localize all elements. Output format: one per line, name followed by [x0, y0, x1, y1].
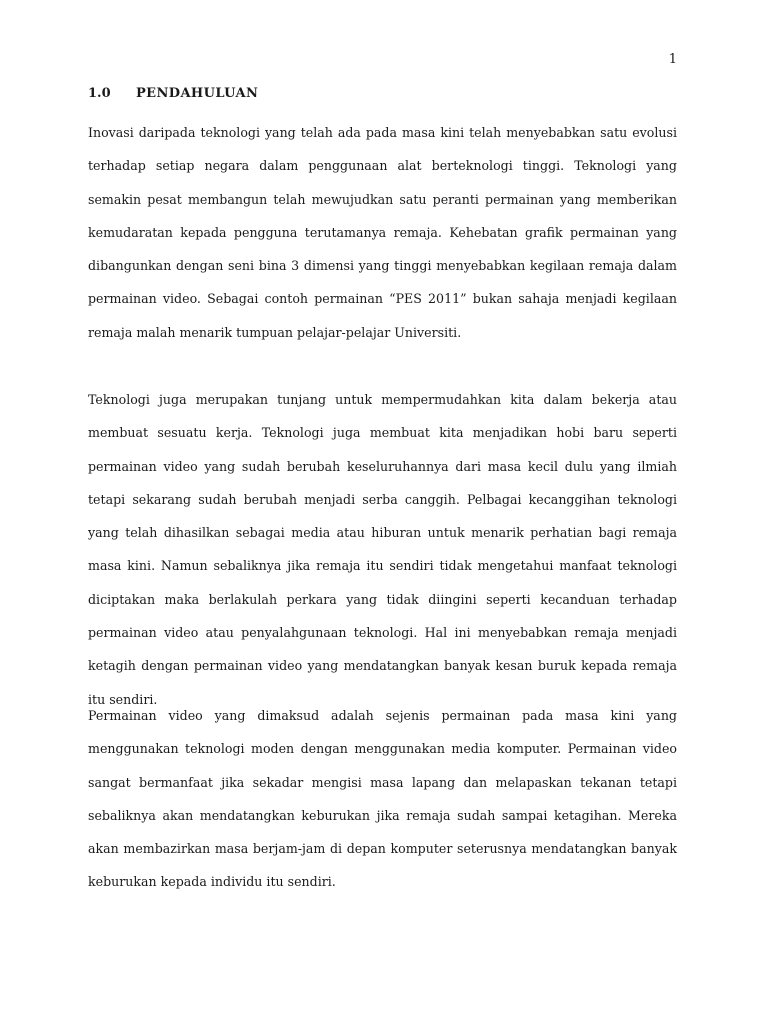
section-number: 1.0: [88, 86, 111, 101]
section-heading: [88, 85, 258, 103]
section-title: PENDAHULUAN: [136, 86, 259, 101]
paragraph-video-games: Permainan video yang dimaksud adalah sejenis permainan pada masa kini yang menggunakan teknologi moden dengan menggunakan media komputer. Permainan video sangat bermanfaat jika sekadar mengisi masa lapang dan melapaskan tekanan tetapi sebaliknya akan mendatangkan keburukan jika remaja sudah sampai ketagihan. Mereka akan membazirkan masa berjam-jam di depan komputer seterusnya mendatangkan banyak keburukan kepada individu itu sendiri.: [88, 708, 677, 890]
paragraph-technology: Teknologi juga merupakan tunjang untuk mempermudahkan kita dalam bekerja atau membuat sesuatu kerja. Teknologi juga membuat kita menjadikan hobi baru seperti permainan video yang sudah berubah keseluruhannya dari masa kecil dulu yang ilmiah tetapi sekarang sudah berubah menjadi serba canggih. Pelbagai kecanggihan teknologi yang telah dihasilkan sebagai media atau hiburan untuk menarik perhatian bagi remaja masa kini. Namun sebaliknya jika remaja itu sendiri tidak mengetahui manfaat teknologi diciptakan maka berlakulah perkara yang tidak diingini seperti kecanduan terhadap permainan video atau penyalahgunaan teknologi. Hal ini menyebabkan remaja menjadi ketagih dengan permainan video yang mendatangkan banyak kesan buruk kepada remaja itu sendiri.: [88, 392, 677, 707]
page-number: 1: [668, 52, 677, 67]
paragraph-intro: Inovasi daripada teknologi yang telah ada pada masa kini telah menyebabkan satu evolusi terhadap setiap negara dalam penggunaan alat berteknologi tinggi. Teknologi yang semakin pesat membangun telah mewujudkan satu peranti permainan yang memberikan kemudaratan kepada pengguna terutamanya remaja. Kehebatan grafik permainan yang dibangunkan dengan seni bina 3 dimensi yang tinggi menyebabkan kegilaan remaja dalam permainan video. Sebagai contoh permainan “PES 2011” bukan sahaja menjadi kegilaan remaja malah menarik tumpuan pelajar-pelajar Universiti.: [88, 125, 677, 340]
